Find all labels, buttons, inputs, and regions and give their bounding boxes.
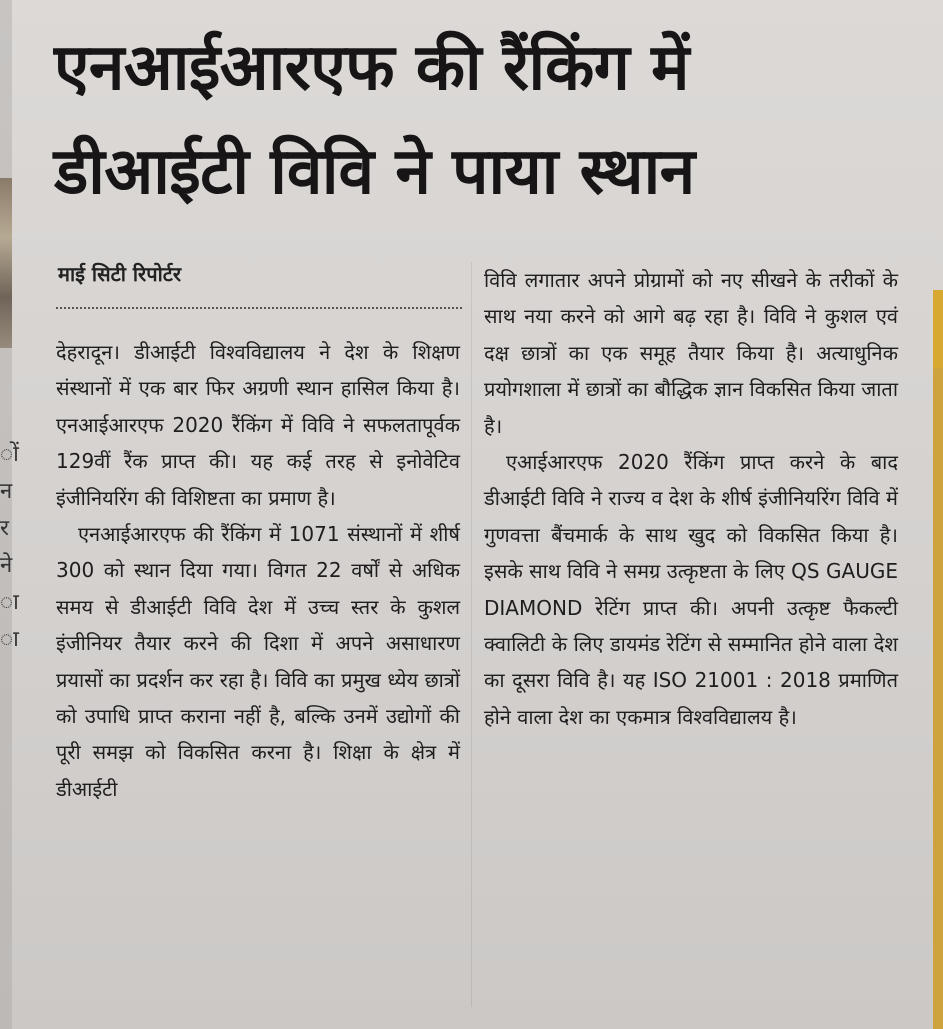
- article-column-left: [56, 334, 460, 807]
- adjacent-accent-edge: [933, 290, 943, 368]
- headline-line-1: एनआईआरएफ की रैंकिंग में: [54, 31, 689, 105]
- paragraph: एआईआरएफ 2020 रैंकिंग प्राप्त करने के बाद डीआईटी विवि ने राज्य व देश के शीर्ष इंजीनियरिंग विवि में गुणवत्ता बैंचमार्क के साथ खुद को विकसित किया है। इसके साथ विवि ने समग्र उत्कृष्टता के लिए QS GAUGE DIAMOND रेटिंग प्राप्त की। अपनी उत्कृष्ट फैकल्टी क्वालिटी के लिए डायमंड रेटिंग से सम्मानित होने वाला देश का दूसरा विवि है। यह ISO 21001 : 2018 प्रमाणित होने वाला देश का एकमात्र विश्वविद्यालय है।: [484, 450, 898, 729]
- headline: [54, 16, 904, 224]
- adjacent-photo-edge: [0, 178, 12, 348]
- column-gutter: [471, 262, 472, 1007]
- adjacent-text-fragments: [0, 436, 19, 658]
- adjacent-column-strip: [0, 0, 19, 1029]
- paragraph: देहरादून। डीआईटी विश्वविद्यालय ने देश के शिक्षण संस्थानों में एक बार फिर अग्रणी स्थान हासिल किया है। एनआईआरएफ 2020 रैंकिंग में विवि ने सफलतापूर्वक 129वीं रैंक प्राप्त की। यह कई तरह से इनोवेटिव इंजीनियरिंग की विशिष्टता का प्रमाण है।: [56, 340, 460, 510]
- paragraph: विवि लगातार अपने प्रोग्रामों को नए सीखने के तरीकों के साथ नया करने को आगे बढ़ रहा है। विवि ने कुशल एवं दक्ष छात्रों का एक समूह तैयार किया है। अत्याधुनिक प्रयोगशाला में छात्रों का बौद्धिक ज्ञान विकसित किया जाता है।: [484, 268, 898, 438]
- byline: माई सिटी रिपोर्टर: [58, 262, 182, 286]
- fragment: न: [0, 479, 13, 504]
- paragraph: एनआईआरएफ की रैंकिंग में 1071 संस्थानों में शीर्ष 300 को स्थान दिया गया। विगत 22 वर्षों से अधिक समय से डीआईटी विवि देश में उच्च स्तर के कुशल इंजीनियर तैयार करने की दिशा में अपने असाधारण प्रयासों का प्रदर्शन कर रहा है। विवि का प्रमुख ध्येय छात्रों को उपाधि प्राप्त कराना नहीं है, बल्कि उनमें उद्योगों की पूरी समझ को विकसित करना है। शिक्षा के क्षेत्र में डीआईटी: [56, 522, 460, 801]
- fragment: र: [0, 516, 9, 541]
- headline-line-2: डीआईटी विवि ने पाया स्थान: [54, 135, 695, 209]
- adjacent-yellow-box-edge: [933, 290, 943, 1029]
- fragment: ों: [0, 442, 19, 467]
- fragment: ने: [0, 553, 13, 578]
- byline-divider: [56, 307, 462, 309]
- fragment: ा: [0, 627, 19, 652]
- fragment: ा: [0, 590, 19, 615]
- article-column-right: [484, 262, 898, 735]
